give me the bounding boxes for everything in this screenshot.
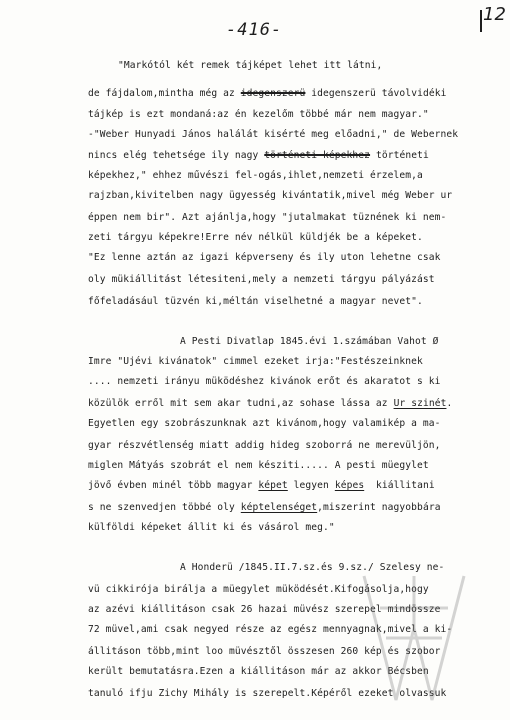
text-segment: képekhez," ehhez művészi fel-ogás,ihlet,nemzeti érzelem,a xyxy=(88,170,423,181)
text-line xyxy=(88,150,429,162)
text-segment: vü cikkirója birálja a müegylet müködését.Kifogásolja,hogy xyxy=(88,584,429,595)
text-segment: éppen nem bir". Azt ajánlja,hogy "jutalmakat tüznének ki nem- xyxy=(88,212,447,223)
text-segment: A Honderü /1845.II.7.sz.és 9.sz./ Szelesy ne- xyxy=(180,562,445,573)
text-line xyxy=(88,356,423,368)
text-line xyxy=(88,274,435,286)
text-segment: főfeladásául tüzvén ki,méltán viselhetné a magyar nevet". xyxy=(88,296,423,307)
text-line xyxy=(118,60,382,72)
struck-out-text: idegenszerü xyxy=(240,88,306,99)
text-segment: "Ez lenne aztán az igazi képverseny és ily uton lehetne csak xyxy=(88,252,441,263)
text-segment: .... nemzeti irányu müködéshez kivánok erőt és akaratot s ki xyxy=(88,376,441,387)
text-line xyxy=(88,522,335,534)
text-line xyxy=(88,88,446,100)
text-line xyxy=(88,460,429,472)
text-segment: rajzban,kivitelben nagy ügyesség kivántatik,mivel még Weber ur xyxy=(88,190,453,201)
text-segment: "Markótól két remek tájképet lehet itt látni, xyxy=(118,60,383,71)
page-number: -416- xyxy=(226,20,283,40)
text-segment: került bemutatásra.Ezen a kiállitáson már az akkor Bécsben xyxy=(88,666,429,677)
text-line xyxy=(88,232,423,244)
underlined-text: Ur szinét xyxy=(393,398,447,409)
text-segment: jövő évben minél több magyar xyxy=(88,480,259,491)
text-segment: történeti xyxy=(370,150,429,161)
archive-watermark-icon xyxy=(356,568,472,708)
text-segment: az azévi kiállitáson csak 26 hazai müvész szerepel mindössze xyxy=(88,604,441,615)
text-line xyxy=(88,296,423,308)
struck-out-text: történeti képekhez xyxy=(264,150,371,161)
text-line xyxy=(88,398,452,410)
text-line xyxy=(88,418,441,430)
text-line xyxy=(88,109,429,121)
text-segment: -"Weber Hunyadi János halálát kisérté meg előadni," de Webernek xyxy=(88,129,459,140)
text-segment: kiállitani xyxy=(364,480,435,491)
corner-mark xyxy=(480,10,482,32)
text-line xyxy=(180,336,439,348)
underlined-text: képes xyxy=(334,480,365,491)
text-segment: de fájdalom,mintha még az xyxy=(88,88,241,99)
text-segment: miglen Mátyás szobrát el nem késziti..... A pesti müegylet xyxy=(88,460,429,471)
text-segment: ,miszerint nagyobbára xyxy=(317,502,441,513)
text-segment: Imre "Ujévi kivánatok" cimmel ezeket irja:"Festészeinknek xyxy=(88,356,423,367)
text-segment: tanuló ifju Zichy Mihály is szerepelt.Képéről ezeket olvassuk xyxy=(88,688,447,699)
text-segment: idegenszerü távolvidéki xyxy=(305,88,447,99)
text-segment: Egyetlen egy szobrászunknak azt kivánom,hogy valamikép a ma- xyxy=(88,418,441,429)
text-segment: s ne szenvedjen többé oly xyxy=(88,502,241,513)
text-line xyxy=(88,170,423,182)
text-line xyxy=(88,129,458,141)
text-line xyxy=(88,376,441,388)
text-segment: külföldi képeket állit ki és vásárol meg." xyxy=(88,522,335,533)
text-segment: zeti tárgyu képekre!Erre név nélkül küldjék be a képeket. xyxy=(88,232,423,243)
text-line xyxy=(88,252,441,264)
sheet-number: 12 xyxy=(483,4,506,25)
text-segment: legyen xyxy=(287,480,335,491)
text-line xyxy=(88,502,441,514)
text-segment: gyar részvétlenség miatt addig hideg szoborrá ne merevüljön, xyxy=(88,440,441,451)
text-line xyxy=(88,190,452,202)
text-segment: közülök erről mit sem akar tudni,az sohase lássa az xyxy=(88,398,394,409)
text-segment: 72 müvel,ami csak negyed része az egész mennyagnak,mivel a ki- xyxy=(88,624,453,635)
underlined-text: képet xyxy=(258,480,288,491)
text-segment: oly mükiállitást létesiteni,mely a nemzeti tárgyu pályázást xyxy=(88,274,435,285)
text-segment: nincs elég tehetsége ily nagy xyxy=(88,150,265,161)
text-line xyxy=(88,212,446,224)
text-segment: tájkép is ezt mondaná:az én kezelőm többé már nem magyar." xyxy=(88,109,429,120)
text-segment: A Pesti Divatlap 1845.évi 1.számában Vahot Ø xyxy=(180,336,439,347)
text-segment: . xyxy=(446,398,453,409)
underlined-text: képtelenséget xyxy=(240,502,318,513)
text-segment: állitáson több,mint loo müvésztől összesen 260 kép és szobor xyxy=(88,646,441,657)
text-line xyxy=(88,440,441,452)
text-line xyxy=(88,480,435,492)
